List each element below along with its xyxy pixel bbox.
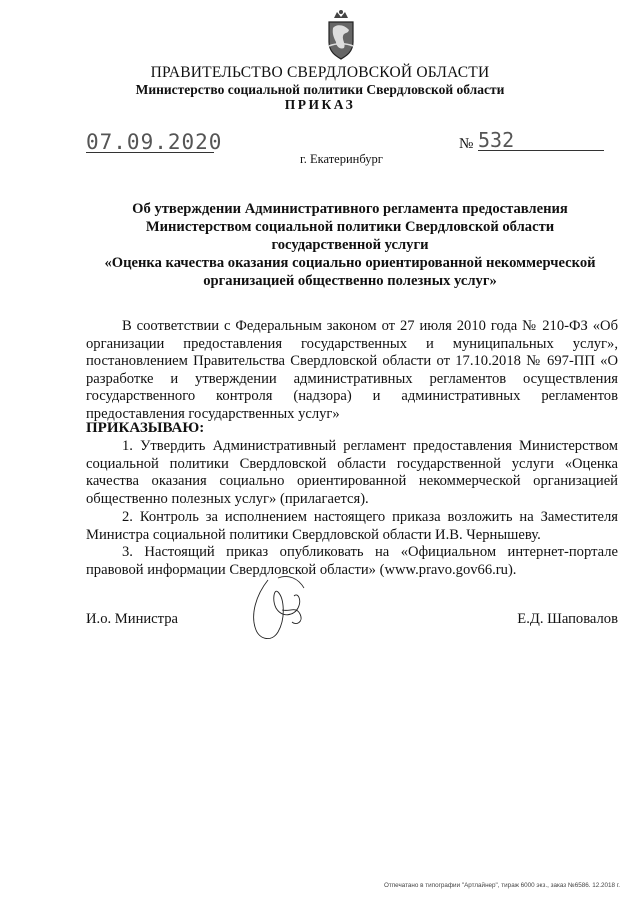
order-date: 07.09.2020 (86, 130, 223, 154)
decree-heading: ПРИКАЗЫВАЮ: (86, 420, 205, 436)
coat-of-arms-emblem (324, 8, 358, 60)
signatory-position: И.о. Министра (86, 611, 178, 627)
government-name: ПРАВИТЕЛЬСТВО СВЕРДЛОВСКОЙ ОБЛАСТИ (150, 64, 490, 81)
print-footer: Отпечатано в типографии "Артлайнер", тираж 6000 экз., заказ №6586. 12.2018 г. (383, 882, 620, 889)
document-title (80, 200, 620, 290)
decree-item-1: 1. Утвердить Административный регламент предоставления Министерством социальной политики Свердловской области государственной услуги «Оценка качества оказания социально ориентированной некоммерческой организацией общественно полезных услуг» (прилагается). (86, 438, 618, 507)
handwritten-signature (238, 570, 338, 660)
signatory-name: Е.Д. Шаповалов (517, 611, 618, 627)
title-line: организацией общественно полезных услуг» (203, 273, 497, 289)
title-line: Министерством социальной политики Свердловской области (145, 219, 555, 235)
title-line: «Оценка качества оказания социально ориентированной некоммерческой (104, 255, 596, 271)
preamble-paragraph: В соответствии с Федеральным законом от 27 июля 2010 года № 210-ФЗ «Об организации предоставления государственных и муниципальных услуг», постановлением Правительства Свердловской области от 17.10.2018 № 697-ПП «О разработке и утверждении административных регламентов осуществления государственного контроля (надзора) и административных регламентов предоставления государственных услуг» (86, 318, 618, 422)
title-line: Об утверждении Административного регламента предоставления (132, 201, 568, 217)
number-label: № (459, 136, 474, 152)
decree-item-3: 3. Настоящий приказ опубликовать на «Официальном интернет-портале правовой информации Свердловской области» (www.pravo.gov66.ru). (86, 544, 618, 578)
city: г. Екатеринбург (300, 152, 383, 166)
title-line: государственной услуги (271, 237, 429, 253)
ministry-name: Министерство социальной политики Свердловской области (135, 82, 505, 97)
document-type: ПРИКАЗ (284, 97, 356, 112)
order-number: 532 (478, 130, 604, 151)
decree-item-2: 2. Контроль за исполнением настоящего приказа возложить на Заместителя Министра социальной политики Свердловской области И.В. Чернышеву. (86, 509, 618, 543)
